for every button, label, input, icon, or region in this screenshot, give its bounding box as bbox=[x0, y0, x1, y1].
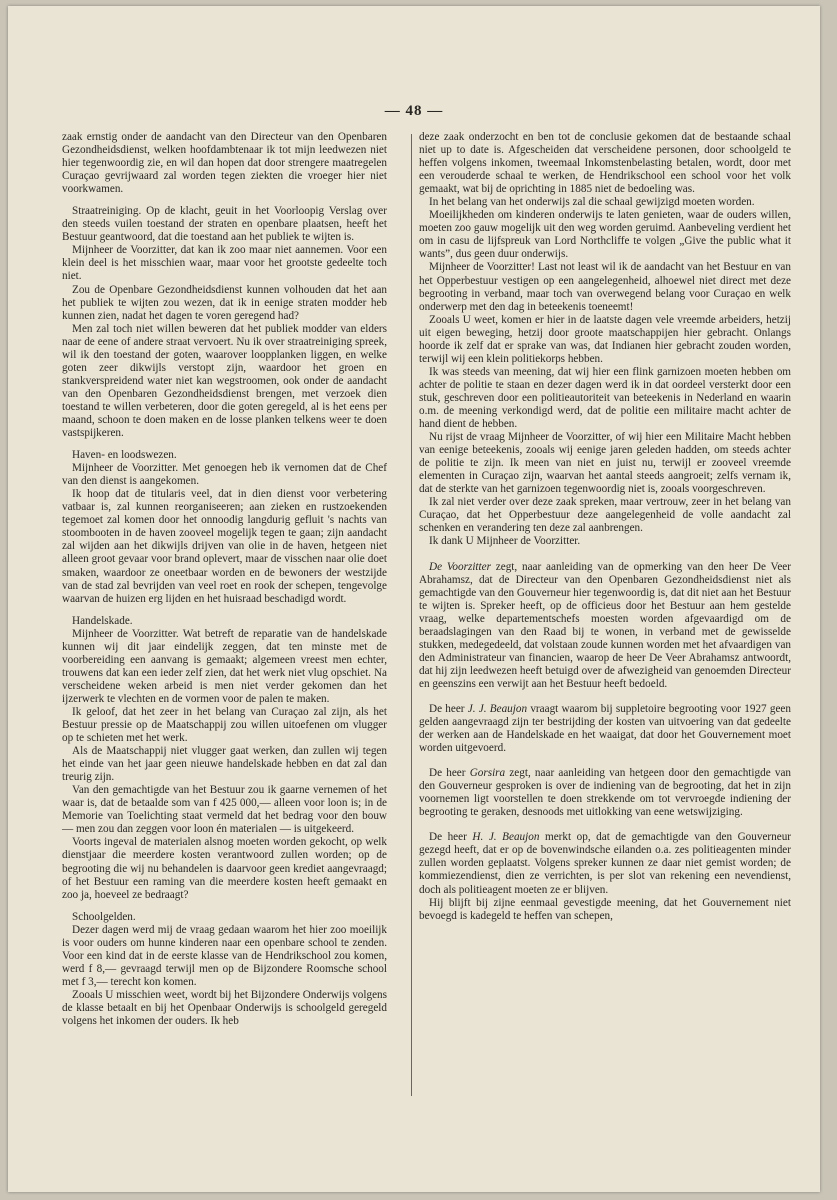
paragraph: Straatreiniging. Op de klacht, geuit in het Voorloopig Verslag over den steeds vuilen toestand der straten en openbare plaatsen, heeft het Bestuur geantwoord, dat die toestand aan het publiek te wijten is. bbox=[62, 205, 387, 244]
paragraph-text: merkt op, dat de gemachtigde van den Gouverneur gezegd heeft, dat er op de bovenwindsche eilanden o.a. zes politieagenten minder zullen worden geplaatst. Volgens spreker kunnen ze daar niet gemist worden; de kommiezendienst, dien ze verrichten, is per slot van rekening een nevendienst, doch als politieagent moeten ze er blijven. bbox=[419, 831, 792, 896]
paragraph: zaak ernstig onder de aandacht van den Directeur van den Openbaren Gezondheidsdienst, welken hoofdambtenaar ik tot mijn leedwezen niet hier tegenwoordig zie, en wil dan hopen dat door strengere maatregelen Curaçao gevrijwaard zal worden tegen ziekten die vroeger hier niet voorkwamen. bbox=[62, 131, 387, 196]
paragraph-text: zegt, naar aanleiding van de opmerking van den heer De Veer Abrahamsz, dat de Directeur van den Openbaren Gezondheidsdienst niet als gemachtigde van den Gouverneur hier tegenwoordig is, dat dit niet aan het Bestuur te wijten is. Spreker heeft, op de officieus door het Bestuur aan hem gestelde vraag, welke departementschefs moesten worden afgevaardigd om de beraadslagingen van den Raad bij te wonen, in verband met de gewisselde stukken, medegedeeld, dat volstaan zoude kunnen worden met het afvaardigen van den Administrateur van financien, waarop de heer De Veer Abrahamsz antwoordt, dat hij zijn leedwezen heeft betuigd over de afwezigheid van genoemden Directeur en geenszins een verwijt aan het Bestuur heeft bedoeld. bbox=[419, 560, 791, 690]
paragraph bbox=[419, 561, 791, 691]
speaker-name: De Voorzitter bbox=[429, 560, 491, 573]
document-page bbox=[8, 6, 820, 1192]
speaker-prefix: De heer bbox=[429, 831, 473, 844]
paragraph: Dezer dagen werd mij de vraag gedaan waarom het hier zoo moeilijk is voor ouders om hunne kinderen naar een openbare school te zenden. Voor een kind dat in de eerste klasse van de Hendrikschool zou komen, werd f 8,— gevraagd terwijl men op de Bijzondere Roomsche school met f 3,— terecht kon komen. bbox=[62, 923, 387, 988]
paragraph: Ik dank U Mijnheer de Voorzitter. bbox=[429, 535, 581, 548]
paragraph: Ik hoop dat de titularis veel, dat in dien dienst voor verbetering vatbaar is, zal kunnen reorganiseeren; aan zieken en rustzoekenden tegemoet zal komen door het onnoodig langdurig gefluit 's nachts van stoombooten in de haven zooveel mogelijk tegen te gaan; zijn aandacht zal wijden aan het dikwijls drijven van olie in de haven, hetgeen niet alleen groot gevaar voor brand oplevert, maar de visschen naar olie doet smaken, waardoor ze oneetbaar worden en de bewoners der westzijde van de stad zal bevrijden van veel roet en rook der schepen, tengevolge waarvan de huizen erg lijden en het huisraad beschadigd wordt. bbox=[62, 488, 387, 605]
paragraph: Mijnheer de Voorzitter. Met genoegen heb ik vernomen dat de Chef van den dienst is aangekomen. bbox=[62, 462, 387, 488]
paragraph: Van den gemachtigde van het Bestuur zou ik gaarne vernemen of het waar is, dat de betaalde som van f 425 000,— alleen voor loon is; in de Memorie van Toelichting staat vermeld dat het bedrag voor den bouw — men zou dan zeggen voor loon én materialen — is uitgekeerd. bbox=[62, 784, 387, 836]
right-text-column bbox=[419, 131, 791, 923]
paragraph: Mijnheer de Voorzitter, dat kan ik zoo maar niet aannemen. Voor een klein deel is het misschien waar, maar voor het grootste gedeelte toch niet. bbox=[62, 244, 387, 283]
paragraph: In het belang van het onderwijs zal die schaal gewijzigd moeten worden. bbox=[429, 196, 755, 209]
paragraph bbox=[419, 831, 791, 896]
paragraph: Men zal toch niet willen beweren dat het publiek modder van elders naar de eene of andere straat vervoert. Nu ik over straatreiniging spreek, wil ik den toestand der goten, waarover loopplanken liggen, en welke goten zeer dikwijls verstopt zijn, waardoor het groen en stankverspreidend water niet kan wegstroomen, ook onder de aandacht van den Openbaren Gezondheidsdienst brengen, met verzoek dien toestand te willen verbeteren, door die goten geregeld, al is het eens per maand, schoon te doen maken en de losse planken telkens weer te doen vastspijkeren. bbox=[62, 322, 387, 440]
speaker-prefix: De heer bbox=[429, 702, 468, 715]
paragraph: Als de Maatschappij niet vlugger gaat werken, dan zullen wij tegen het einde van het jaar geen nieuwe handelskade hebben en dat zal dan treurig zijn. bbox=[62, 745, 387, 784]
paragraph: Zooals U weet, komen er hier in de laatste dagen vele vreemde arbeiders, hetzij uit eigen beweging, hetzij door groote maatschappijen hier gebracht. Onlangs hoorde ik zelf dat er sprake van was, dat Indianen hier gebracht zouden worden, terwijl wij een klein politiekorps hebben. bbox=[419, 313, 791, 365]
page-number: — 48 — bbox=[384, 103, 444, 119]
paragraph: deze zaak onderzocht en ben tot de conclusie gekomen dat de bestaande schaal niet up to date is. Afgescheiden dat verscheidene personen, door schoolgeld te heffen volgens inkomen, tweemaal Inkomstenbelasting betalen, wordt, door met een verouderde schaal te werken, de Hendrikschool een school voor het volk gemaakt, wat bij de oprichting in 1885 niet de bedoeling was. bbox=[419, 131, 791, 196]
section-heading: Schoolgelden. bbox=[72, 910, 136, 923]
column-divider bbox=[411, 134, 412, 1096]
paragraph-text: vraagt waarom bij suppletoire begrooting voor 1927 geen gelden aangevraagd zijn ter bestrijding der kosten van uitvoering van dat gedeelte der werken aan de Handelskade en het waaigat, dat door het Gouvernement moet worden uitgevoerd. bbox=[419, 702, 791, 755]
speaker-name: Gorsira bbox=[469, 767, 506, 780]
paragraph: Zou de Openbare Gezondheidsdienst kunnen volhouden dat het aan het publiek te wijten zou wezen, dat ik in eenige straten modder heb kunnen zien, nadat het dagen te voren geregend had? bbox=[62, 283, 387, 322]
speaker-name: J. J. Beaujon bbox=[467, 702, 528, 715]
paragraph: Ik geloof, dat het zeer in het belang van Curaçao zal zijn, als het Bestuur pressie op de Maatschappij zou willen uitoefenen om vlugger op te schieten met het werk. bbox=[62, 705, 387, 745]
paragraph: Moeilijkheden om kinderen onderwijs te laten genieten, waar de ouders willen, moeten zoo gauw mogelijk uit den weg worden geruimd. Aanbeveling verdient het om in casu de lijfspreuk van Lord Northcliffe te volgen „Give the public what it wants”, dus geen duur onderwijs. bbox=[419, 209, 791, 261]
section-heading: Handelskade. bbox=[72, 614, 133, 627]
paragraph-text: zegt, naar aanleiding van hetgeen door den gemachtigde van den Gouverneur gesproken is over de indiening van de begrooting, dat het in zijn voornemen ligt voorstellen te doen strekkende om tot vervroegde indiening der begrooting te geraken, desnoods met uitlokking van eene wetswijziging. bbox=[419, 767, 792, 819]
speaker-prefix: De heer bbox=[429, 767, 470, 780]
paragraph bbox=[419, 703, 791, 755]
speaker-name: H. J. Beaujon bbox=[472, 831, 540, 844]
paragraph: Hij blijft bij zijne eenmaal gevestigde meening, dat het Gouvernement niet bevoegd is kadegeld te heffen van schepen, bbox=[419, 896, 791, 922]
paragraph bbox=[419, 767, 791, 819]
paragraph: Nu rijst de vraag Mijnheer de Voorzitter, of wij hier een Militaire Macht hebben van eenige beteekenis, zooals wij eenige jaren geleden hadden, om steeds achter de politie te zijn. Ik meen van niet en juist nu, terwijl er zooveel vreemde elementen in Curaçao zijn, waarvan het aantal steeds aangroeit; zelfs vernam ik, dat de sterkte van het garnizoen tegenwoordig niet is, zooals voorgeschreven. bbox=[419, 431, 791, 496]
paragraph: Voorts ingeval de materialen alsnog moeten worden gekocht, op welk dienstjaar die meerdere kosten verantwoord zullen worden; op de begrooting die wij nu behandelen is daarvoor geen krediet aangevraagd; of het Bestuur een raming van die meerdere kosten heeft gemaakt en zoo ja, hoeveel ze bedraagt? bbox=[62, 836, 387, 901]
paragraph: Ik zal niet verder over deze zaak spreken, maar vertrouw, zeer in het belang van Curaçao, dat het Opperbestuur deze aangelegenheid de volle aandacht zal schenken en verandering ten deze zal aanbrengen. bbox=[419, 496, 791, 535]
paragraph: Mijnheer de Voorzitter! Last not least wil ik de aandacht van het Bestuur en van het Opperbestuur vestigen op een aangelegenheid, alhoewel niet direct met deze begrooting in verband, maar toch van overwegend belang voor Curaçao en welk onderwerp met den dag in beteekenis toeneemt! bbox=[419, 261, 791, 313]
section-heading: Haven- en loodswezen. bbox=[72, 449, 177, 462]
paragraph: Zooals U misschien weet, wordt bij het Bijzondere Onderwijs volgens de klasse betaalt en bij het Openbaar Onderwijs is schoolgeld geregeld volgens het inkomen der ouders. Ik heb bbox=[62, 988, 387, 1028]
paragraph: Ik was steeds van meening, dat wij hier een flink garnizoen moeten hebben om achter de politie te staan en dezer dagen werd ik in dat oordeel versterkt door een stuk, geschreven door een politieautoriteit van beteekenis in Nederland en waarin o.m. de meening verkondigd werd, dat de politie een militaire macht achter de hand dient de hebben. bbox=[419, 365, 791, 431]
left-text-column bbox=[62, 131, 387, 1028]
paragraph: Mijnheer de Voorzitter. Wat betreft de reparatie van de handelskade kunnen wij dit jaar eindelijk zeggen, dat ten minste met de voorbereiding een aanvang is gemaakt; algemeen vreest men echter, trouwens dat kan een ieder zelf zien, dat het werk niet vlug opschiet. Na verscheidene weken arbeid is men niet verder gekomen dan het ijzerwerk te vlechten en de vormen voor de palen te maken. bbox=[62, 627, 387, 705]
